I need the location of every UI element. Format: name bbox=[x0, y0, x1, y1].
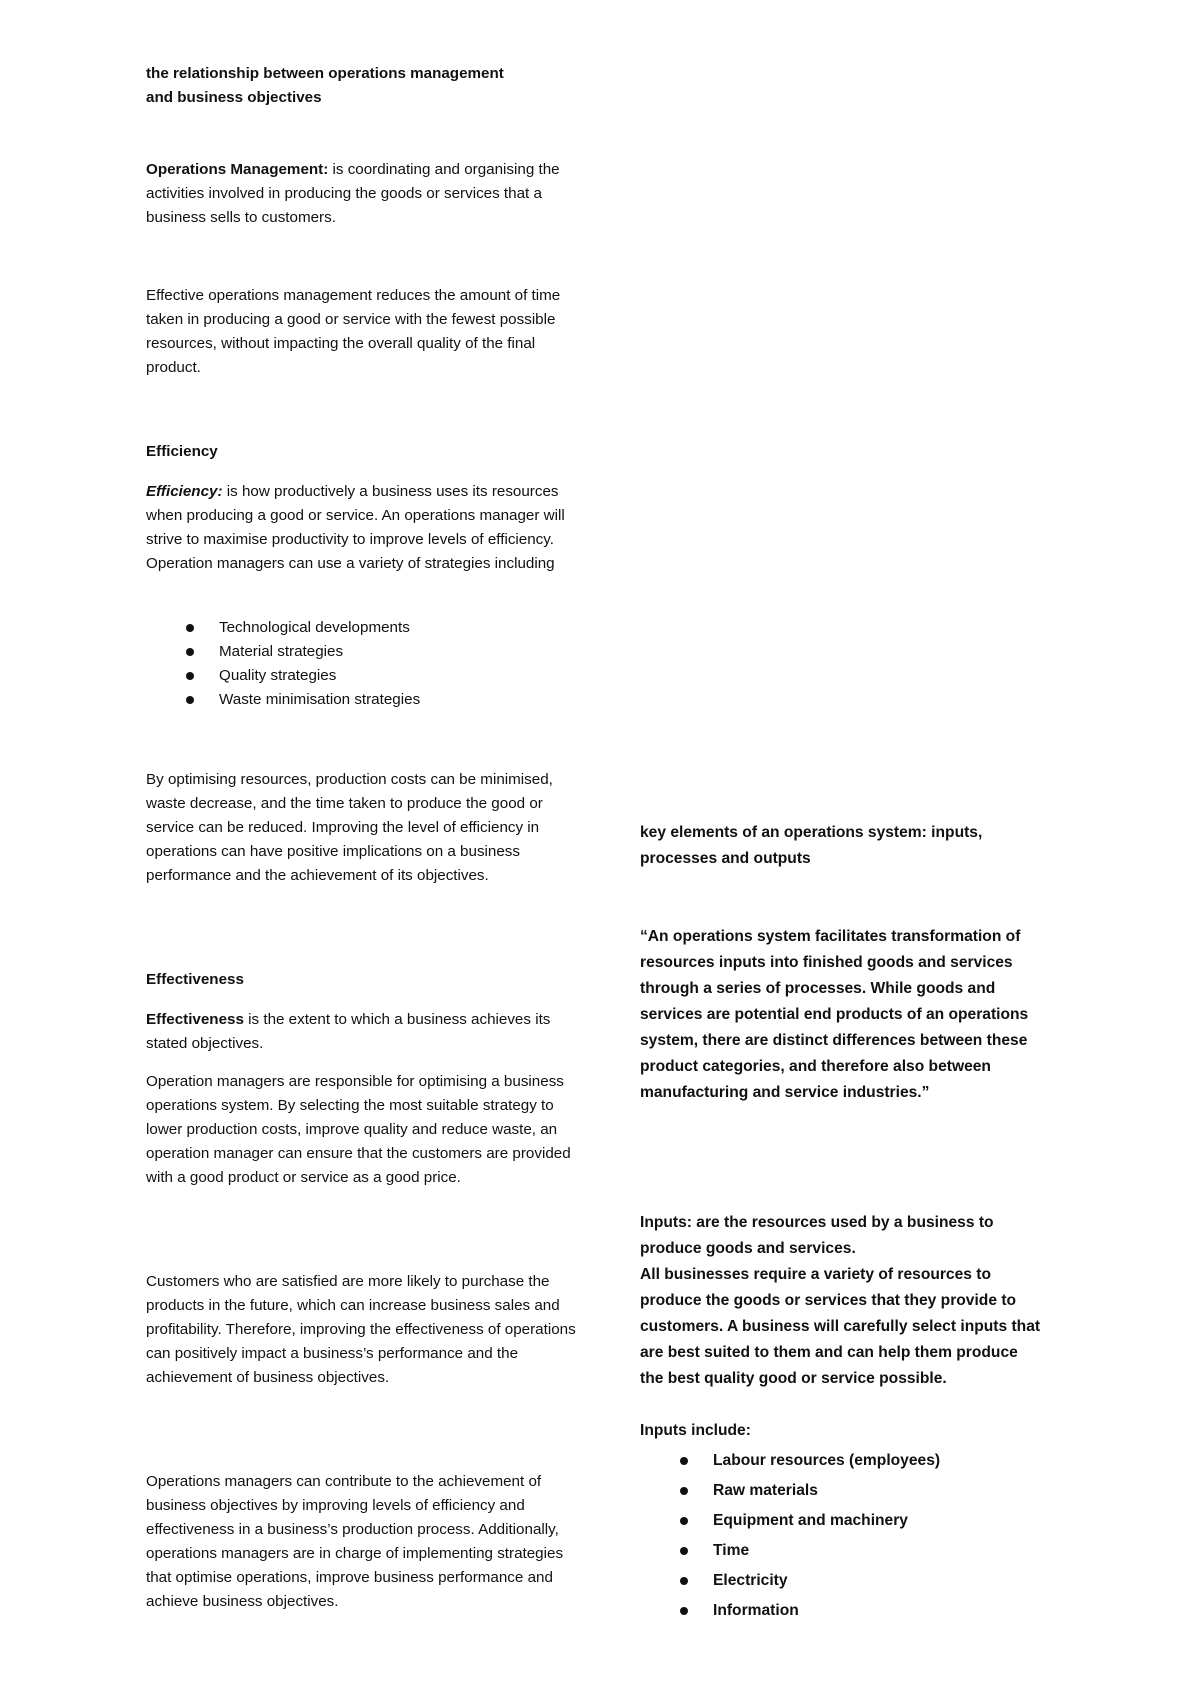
list-item bbox=[640, 1476, 1045, 1506]
list-item bbox=[640, 1566, 1045, 1596]
bullet-icon bbox=[680, 1457, 688, 1465]
input-label: Labour resources (employees) bbox=[713, 1452, 941, 1469]
effectiveness-def-text: is the extent to which a business achieves its stated objectives. bbox=[146, 1011, 551, 1052]
om-def-text: is coordinating and organising the activities involved in producing the goods or services that a business sells to customers. bbox=[146, 161, 560, 226]
effectiveness-term: Effectiveness bbox=[146, 1011, 244, 1028]
input-label: Time bbox=[713, 1542, 750, 1559]
bullet-icon bbox=[680, 1517, 688, 1525]
effectiveness-heading: Effectiveness bbox=[146, 971, 244, 988]
list-item bbox=[640, 1536, 1045, 1566]
list-item bbox=[146, 616, 576, 640]
operations-system-quote: “An operations system facilitates transformation of resources inputs into finished goods and services through a series of processes. While goods and services are potential end products of an operations system, there are distinct differences between these product categories, and therefore also between manufacturing and service industries.” bbox=[640, 928, 1029, 1101]
managers-responsible-paragraph: Operation managers are responsible for optimising a business operations system. By selecting the most suitable strategy to lower production costs, improve quality and reduce waste, an operation manager can ensure that the customers are provided with a good product or service as a good price. bbox=[146, 1073, 571, 1186]
om-definition bbox=[146, 158, 576, 230]
input-label: Raw materials bbox=[713, 1482, 818, 1499]
list-item bbox=[640, 1446, 1045, 1476]
efficiency-def-text: is how productively a business uses its resources when producing a good or service. An operations manager will strive to maximise productivity to improve levels of efficiency. Operation managers can use a variety of strategies including bbox=[146, 483, 565, 572]
page-heading-line2: and business objectives bbox=[146, 89, 322, 106]
customers-paragraph: Customers who are satisfied are more likely to purchase the products in the future, which can increase business sales and profitability. Therefore, improving the effectiveness of operations can positively impact a business’s performance and the achievement of business objectives. bbox=[146, 1273, 576, 1386]
optimising-paragraph: By optimising resources, production costs can be minimised, waste decrease, and the time taken to produce the good or service can be reduced. Improving the level of efficiency in operations can have positive implications on a business performance and the achievement of its objectives. bbox=[146, 771, 553, 884]
page-heading-line1: the relationship between operations management bbox=[146, 65, 504, 82]
strategy-label: Quality strategies bbox=[219, 667, 337, 684]
strategy-label: Technological developments bbox=[219, 619, 410, 636]
input-label: Information bbox=[713, 1602, 799, 1619]
key-elements-heading: key elements of an operations system: inputs, processes and outputs bbox=[640, 824, 983, 867]
efficiency-term: Efficiency: bbox=[146, 483, 223, 500]
input-label: Electricity bbox=[713, 1572, 788, 1589]
bullet-icon bbox=[680, 1607, 688, 1615]
bullet-icon bbox=[186, 648, 194, 656]
effectiveness-definition bbox=[146, 1008, 576, 1056]
bullet-icon bbox=[186, 696, 194, 704]
bullet-icon bbox=[680, 1487, 688, 1495]
inputs-all-text: All businesses require a variety of resources to produce the goods or services that they provide to customers. A business will carefully select inputs that are best suited to them and can help them produce the best quality good or service possible. bbox=[640, 1266, 1041, 1387]
bullet-icon bbox=[186, 624, 194, 632]
list-item bbox=[146, 664, 576, 688]
list-item bbox=[146, 688, 576, 712]
inputs-definition bbox=[640, 1210, 1045, 1392]
bullet-icon bbox=[186, 672, 194, 680]
effective-om-paragraph: Effective operations management reduces the amount of time taken in producing a good or service with the fewest possible resources, without impacting the overall quality of the final product. bbox=[146, 287, 561, 376]
inputs-list bbox=[640, 1446, 1045, 1626]
input-label: Equipment and machinery bbox=[713, 1512, 908, 1529]
page-heading bbox=[146, 62, 576, 110]
strategies-list bbox=[146, 616, 576, 712]
om-term: Operations Management: bbox=[146, 161, 329, 178]
list-item bbox=[640, 1596, 1045, 1626]
bullet-icon bbox=[680, 1547, 688, 1555]
contribute-paragraph: Operations managers can contribute to the achievement of business objectives by improving levels of efficiency and effectiveness in a business’s production process. Additionally, operations managers are in charge of implementing strategies that optimise operations, improve business performance and achieve business objectives. bbox=[146, 1473, 564, 1610]
inputs-def-text: Inputs: are the resources used by a business to produce goods and services. bbox=[640, 1214, 994, 1257]
list-item bbox=[640, 1506, 1045, 1536]
strategy-label: Waste minimisation strategies bbox=[219, 691, 421, 708]
efficiency-definition bbox=[146, 480, 576, 576]
inputs-include-label: Inputs include: bbox=[640, 1422, 751, 1439]
efficiency-heading: Efficiency bbox=[146, 443, 218, 460]
bullet-icon bbox=[680, 1577, 688, 1585]
list-item bbox=[146, 640, 576, 664]
strategy-label: Material strategies bbox=[219, 643, 344, 660]
